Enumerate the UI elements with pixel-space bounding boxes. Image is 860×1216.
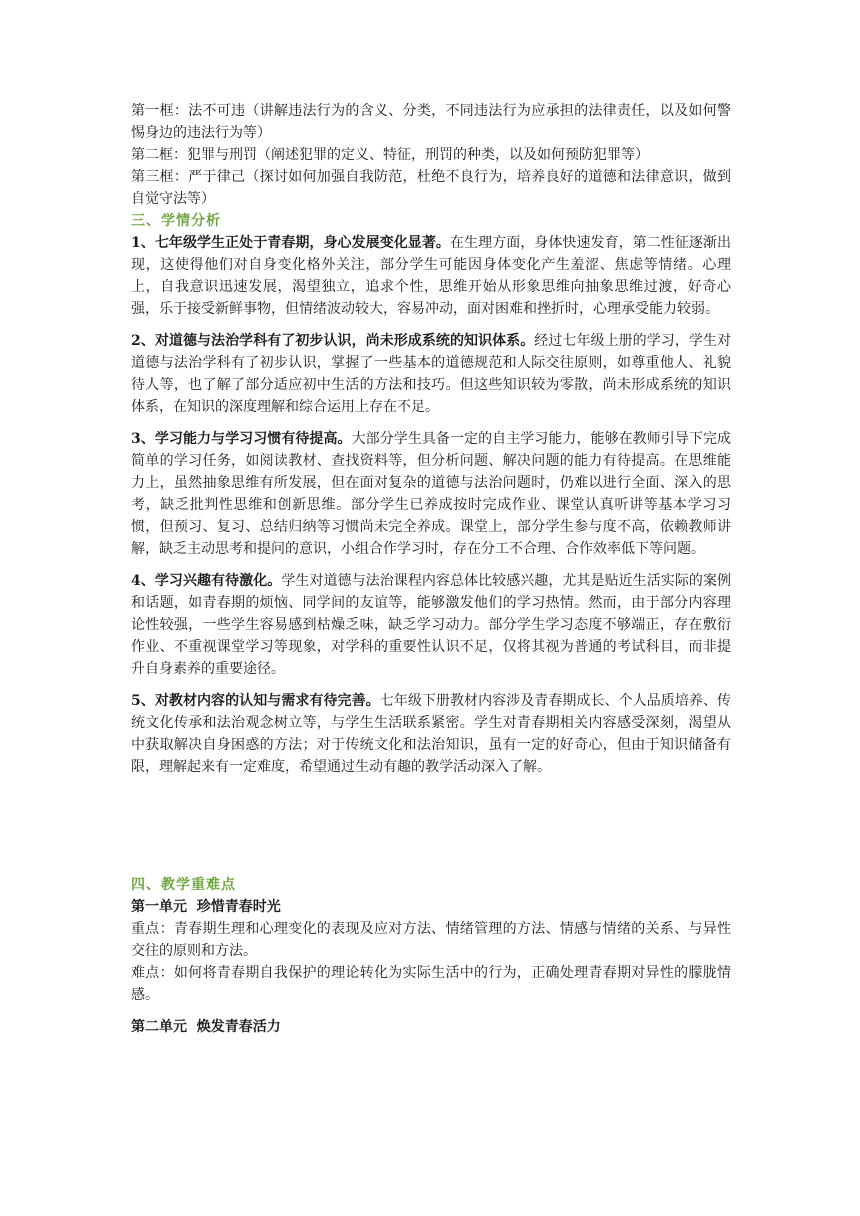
analysis-item-5-body: 七年级下册教材内容涉及青春期成长、个人品质培养、传统文化传承和法治观念树立等，与学生生活联系紧密。学生对青春期相关内容感受深刻，渴望从中获取解决自身困惑的方法；对于传统文化和法治知识，虽有一定的好奇心，但由于知识储备有限，理解起来有一定难度，希望通过生动有趣的教学活动深入了解。 — [131, 693, 732, 775]
unit-2-title: 第二单元 焕发青春活力 — [131, 1019, 281, 1035]
section-4-heading: 四、教学重难点 — [131, 877, 236, 893]
section-3-heading: 三、学情分析 — [131, 213, 221, 229]
analysis-item-1 — [131, 232, 731, 320]
unit-1-difficulties: 难点：如何将青春期自我保护的理论转化为实际生活中的行为，正确处理青春期对异性的朦胧情感。 — [131, 965, 731, 1003]
frame-2-text: 第二框：犯罪与刑罚（阐述犯罪的定义、特征，刑罚的种类，以及如何预防犯罪等） — [131, 147, 649, 163]
analysis-item-1-lead: 1、七年级学生正处于青春期，身心发展变化显著。 — [131, 235, 450, 251]
analysis-item-3 — [131, 428, 731, 560]
analysis-item-2 — [131, 330, 731, 418]
analysis-item-4 — [131, 570, 731, 680]
analysis-item-2-body: 经过七年级上册的学习，学生对道德与法治学科有了初步认识，掌握了一些基本的道德规范和人际交往原则，如尊重他人、礼貌待人等，也了解了部分适应初中生活的方法和技巧。但这些知识较为零散，尚未形成系统的知识体系，在知识的深度理解和综合运用上存在不足。 — [131, 333, 731, 415]
analysis-item-4-lead: 4、学习兴趣有待激化。 — [131, 573, 282, 589]
analysis-item-3-body: 大部分学生具备一定的自主学习能力，能够在教师引导下完成简单的学习任务，如阅读教材、查找资料等，但分析问题、解决问题的能力有待提高。在思维能力上，虽然抽象思维有所发展，但在面对复杂的道德与法治问题时，仍难以进行全面、深入的思考，缺乏批判性思维和创新思维。部分学生已养成按时完成作业、课堂认真听讲等基本学习习惯，但预习、复习、总结归纳等习惯尚未完全养成。课堂上，部分学生参与度不高，依赖教师讲解，缺乏主动思考和提问的意识，小组合作学习时，存在分工不合理、合作效率低下等问题。 — [131, 431, 732, 557]
analysis-item-1-body: 在生理方面，身体快速发育，第二性征逐渐出现，这使得他们对自身变化格外关注，部分学生可能因身体变化产生羞涩、焦虑等情绪。心理上，自我意识迅速发展，渴望独立，追求个性，思维开始从形象思维向抽象思维过渡，好奇心强，乐于接受新鲜事物，但情绪波动较大，容易冲动，面对困难和挫折时，心理承受能力较弱。 — [131, 235, 732, 317]
analysis-item-5 — [131, 690, 731, 778]
document-page — [131, 100, 731, 1038]
analysis-item-4-body: 学生对道德与法治课程内容总体比较感兴趣，尤其是贴近生活实际的案例和话题，如青春期的烦恼、同学间的友谊等，能够激发他们的学习热情。然而，由于部分内容理论性较强，一些学生容易感到枯燥乏味，缺乏学习动力。部分学生学习态度不够端正，存在敷衍作业、不重视课堂学习等现象，对学科的重要性认识不足，仅将其视为普通的考试科目，而非提升自身素养的重要途径。 — [131, 573, 732, 677]
unit-1-title: 第一单元 珍惜青春时光 — [131, 899, 281, 915]
analysis-item-2-lead: 2、对道德与法治学科有了初步认识，尚未形成系统的知识体系。 — [131, 333, 535, 349]
analysis-item-5-lead: 5、对教材内容的认知与需求有待完善。 — [131, 693, 380, 709]
unit-1-key-points: 重点：青春期生理和心理变化的表现及应对方法、情绪管理的方法、情感与情绪的关系、与异性交往的原则和方法。 — [131, 921, 731, 959]
analysis-item-3-lead: 3、学习能力与学习习惯有待提高。 — [131, 431, 352, 447]
frame-1-text: 第一框：法不可违（讲解违法行为的含义、分类，不同违法行为应承担的法律责任，以及如何警惕身边的违法行为等） — [131, 103, 731, 141]
frame-3-text: 第三框：严于律己（探讨如何加强自我防范，杜绝不良行为，培养良好的道德和法律意识，做到自觉守法等） — [131, 169, 731, 207]
